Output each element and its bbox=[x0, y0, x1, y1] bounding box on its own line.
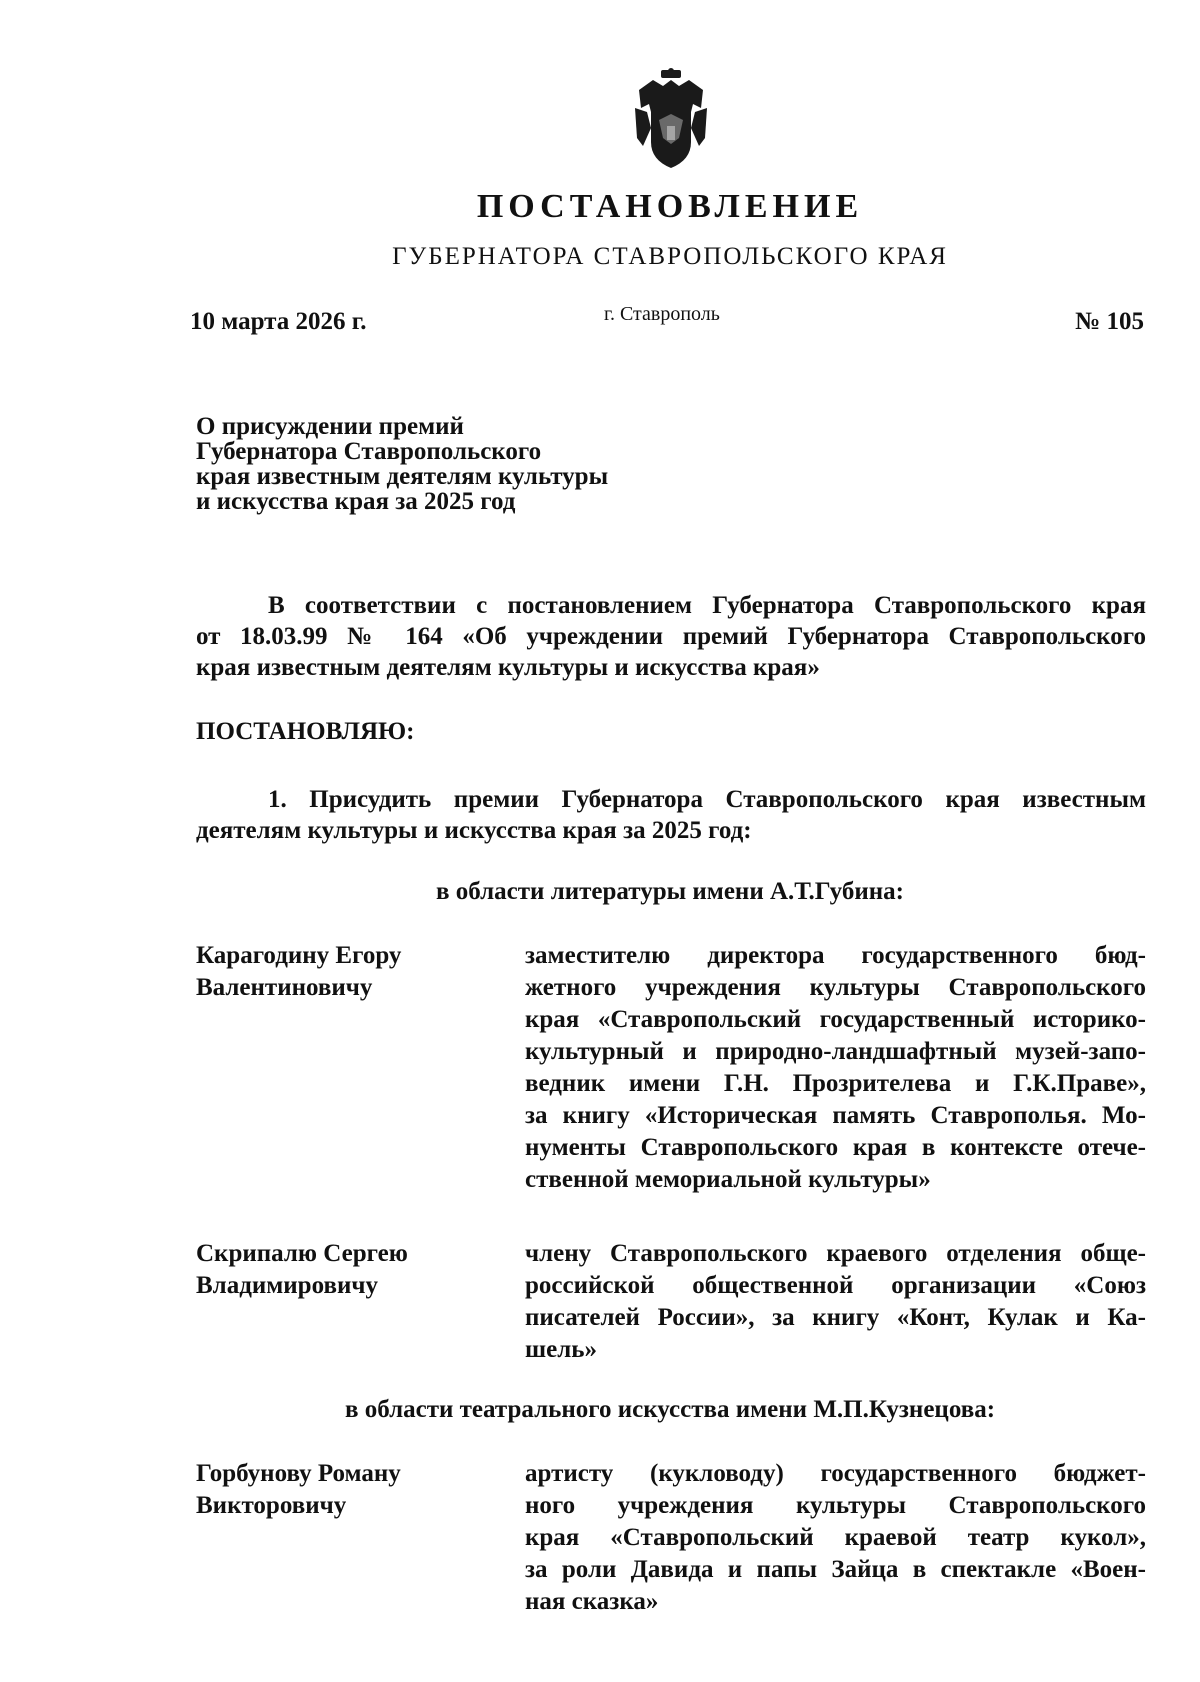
document-number: № 105 bbox=[1075, 308, 1144, 335]
description-line: члену Ставропольского краевого отделения обще- bbox=[525, 1240, 1146, 1267]
awardee-name bbox=[196, 1458, 401, 1522]
awardee-name-line: Скрипалю Сергею bbox=[196, 1240, 408, 1267]
preamble-line: В соответствии с постановлением Губернатора Ставропольского края bbox=[268, 592, 1146, 619]
description-line: заместителю директора государственного бюд- bbox=[525, 942, 1146, 969]
description-line: края «Ставропольский краевой театр кукол», bbox=[525, 1524, 1146, 1551]
awardee-name-line: Владимировичу bbox=[196, 1272, 378, 1299]
subject-line: О присуждении премий bbox=[196, 413, 464, 440]
awardee-name bbox=[196, 1238, 408, 1302]
description-line: за роли Давида и папы Зайца в спектакле «Воен- bbox=[525, 1556, 1146, 1583]
item-1-line: 1. Присудить премии Губернатора Ставропольского края известным bbox=[268, 786, 1146, 813]
description-line: артисту (кукловоду) государственного бюджет- bbox=[525, 1460, 1146, 1487]
category-title: в области литературы имени А.Т.Губина: bbox=[436, 878, 904, 905]
awardee-name-line: Карагодину Егору bbox=[196, 942, 402, 969]
awardee-description bbox=[525, 1238, 1146, 1366]
subject-line: Губернатора Ставропольского bbox=[196, 438, 542, 465]
description-line: за книгу «Историческая память Ставрополья. Мо- bbox=[525, 1102, 1146, 1129]
decree-word: ПОСТАНОВЛЯЮ: bbox=[196, 718, 415, 745]
description-line: культурный и природно-ландшафтный музей-запо- bbox=[525, 1038, 1146, 1065]
item-1-line: деятелям культуры и искусства края за 2025 год: bbox=[196, 817, 752, 844]
coat-of-arms-icon bbox=[633, 68, 709, 170]
preamble-line: от 18.03.99 № 164 «Об учреждении премий Губернатора Ставропольского bbox=[196, 623, 1146, 650]
document-subject bbox=[196, 414, 608, 514]
awardee-name-line: Викторовичу bbox=[196, 1492, 347, 1519]
awardee-name-line: Валентиновичу bbox=[196, 974, 373, 1001]
awardee-name-line: Горбунову Роману bbox=[196, 1460, 401, 1487]
description-line: ственной мемориальной культуры» bbox=[525, 1166, 931, 1193]
document-title: ПОСТАНОВЛЕНИЕ bbox=[476, 188, 864, 225]
description-line: шель» bbox=[525, 1336, 597, 1363]
document-issuer: ГУБЕРНАТОРА СТАВРОПОЛЬСКОГО КРАЯ bbox=[392, 243, 948, 270]
awardee-description bbox=[525, 1458, 1146, 1618]
description-line: нументы Ставропольского края в контексте отече- bbox=[525, 1134, 1146, 1161]
preamble-line: края известным деятелям культуры и искусства края» bbox=[196, 654, 820, 681]
description-line: края «Ставропольский государственный историко- bbox=[525, 1006, 1146, 1033]
document-city: г. Ставрополь bbox=[604, 303, 720, 325]
document-date: 10 марта 2026 г. bbox=[190, 308, 367, 335]
description-line: жетного учреждения культуры Ставропольского bbox=[525, 974, 1146, 1001]
subject-line: края известным деятелям культуры bbox=[196, 463, 609, 490]
description-line: ная сказка» bbox=[525, 1588, 659, 1615]
item-1-paragraph bbox=[196, 784, 1146, 846]
description-line: ведник имени Г.Н. Прозрителева и Г.К.Праве», bbox=[525, 1070, 1146, 1097]
preamble-paragraph bbox=[196, 590, 1146, 683]
awardee-name bbox=[196, 940, 401, 1004]
awardee-description bbox=[525, 940, 1146, 1196]
category-title: в области театрального искусства имени М.П.Кузнецова: bbox=[344, 1396, 996, 1423]
subject-line: и искусства края за 2025 год bbox=[196, 488, 516, 515]
description-line: писателей России», за книгу «Конт, Кулак и Ка- bbox=[525, 1304, 1146, 1331]
description-line: российской общественной организации «Союз bbox=[525, 1272, 1146, 1299]
description-line: ного учреждения культуры Ставропольского bbox=[525, 1492, 1146, 1519]
